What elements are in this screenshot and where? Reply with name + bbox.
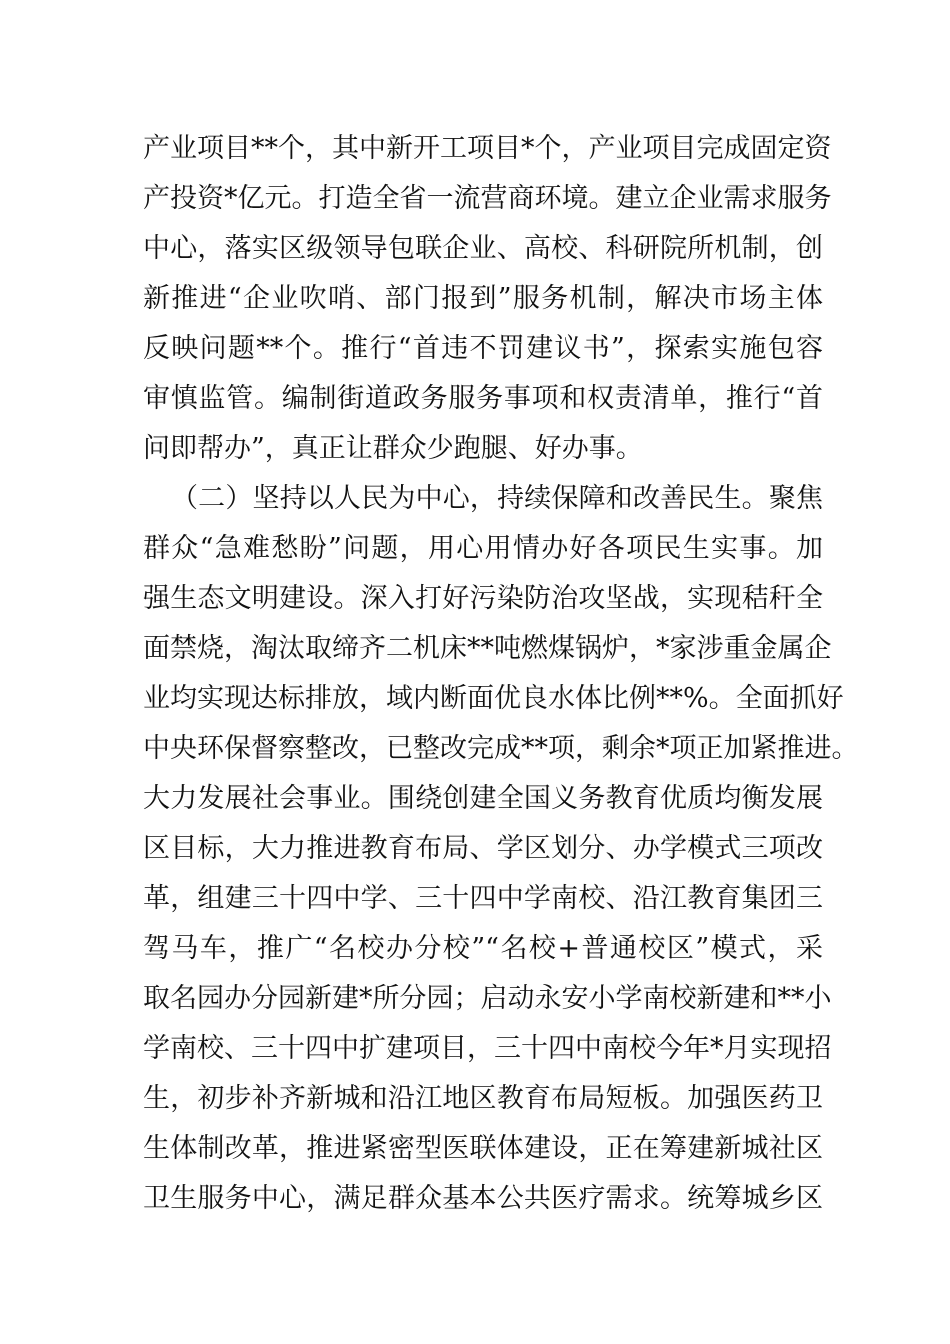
text-line-7: 问即帮办”，真正让群众少跑腿、好办事。 — [143, 433, 643, 464]
text-line-8: （二）坚持以人民为中心，持续保障和改善民生。聚焦 — [171, 483, 823, 514]
text-line-12: 业均实现达标排放，域内断面优良水体比例**%。全面抓好 — [143, 683, 844, 714]
text-line-10: 强生态文明建设。深入打好污染防治攻坚战，实现秸秆全 — [143, 583, 823, 614]
text-line-2: 产投资*亿元。打造全省一流营商环境。建立企业需求服务 — [143, 183, 832, 214]
text-line-13: 中央环保督察整改，已整改完成**项，剩余*项正加紧推进。 — [143, 733, 859, 764]
text-line-14: 大力发展社会事业。围绕创建全国义务教育优质均衡发展 — [143, 783, 823, 814]
text-line-18: 取名园办分园新建*所分园；启动永安小学南校新建和**小 — [143, 983, 832, 1014]
text-line-20: 生，初步补齐新城和沿江地区教育布局短板。加强医药卫 — [143, 1083, 823, 1114]
text-line-22: 卫生服务中心，满足群众基本公共医疗需求。统筹城乡区 — [143, 1183, 823, 1214]
text-line-15: 区目标，大力推进教育布局、学区划分、办学模式三项改 — [143, 833, 823, 864]
text-line-16: 革，组建三十四中学、三十四中学南校、沿江教育集团三 — [143, 883, 823, 914]
body-text — [143, 124, 859, 1224]
text-line-4: 新推进“企业吹哨、部门报到”服务机制，解决市场主体 — [143, 283, 823, 314]
text-line-21: 生体制改革，推进紧密型医联体建设，正在筹建新城社区 — [143, 1133, 823, 1164]
text-line-6: 审慎监管。编制街道政务服务事项和权责清单，推行“首 — [143, 383, 823, 414]
text-line-1: 产业项目**个，其中新开工项目*个，产业项目完成固定资 — [143, 133, 832, 164]
text-line-5: 反映问题**个。推行“首违不罚建议书”，探索实施包容 — [143, 333, 823, 364]
text-line-9: 群众“急难愁盼”问题，用心用情办好各项民生实事。加 — [143, 533, 823, 564]
text-line-19: 学南校、三十四中扩建项目，三十四中南校今年*月实现招 — [143, 1033, 832, 1064]
text-line-11: 面禁烧，淘汰取缔齐二机床**吨燃煤锅炉，*家涉重金属企 — [143, 633, 832, 664]
text-line-3: 中心，落实区级领导包联企业、高校、科研院所机制，创 — [143, 233, 823, 264]
text-line-17: 驾马车，推广“名校办分校”“名校+普通校区”模式，采 — [143, 933, 823, 964]
